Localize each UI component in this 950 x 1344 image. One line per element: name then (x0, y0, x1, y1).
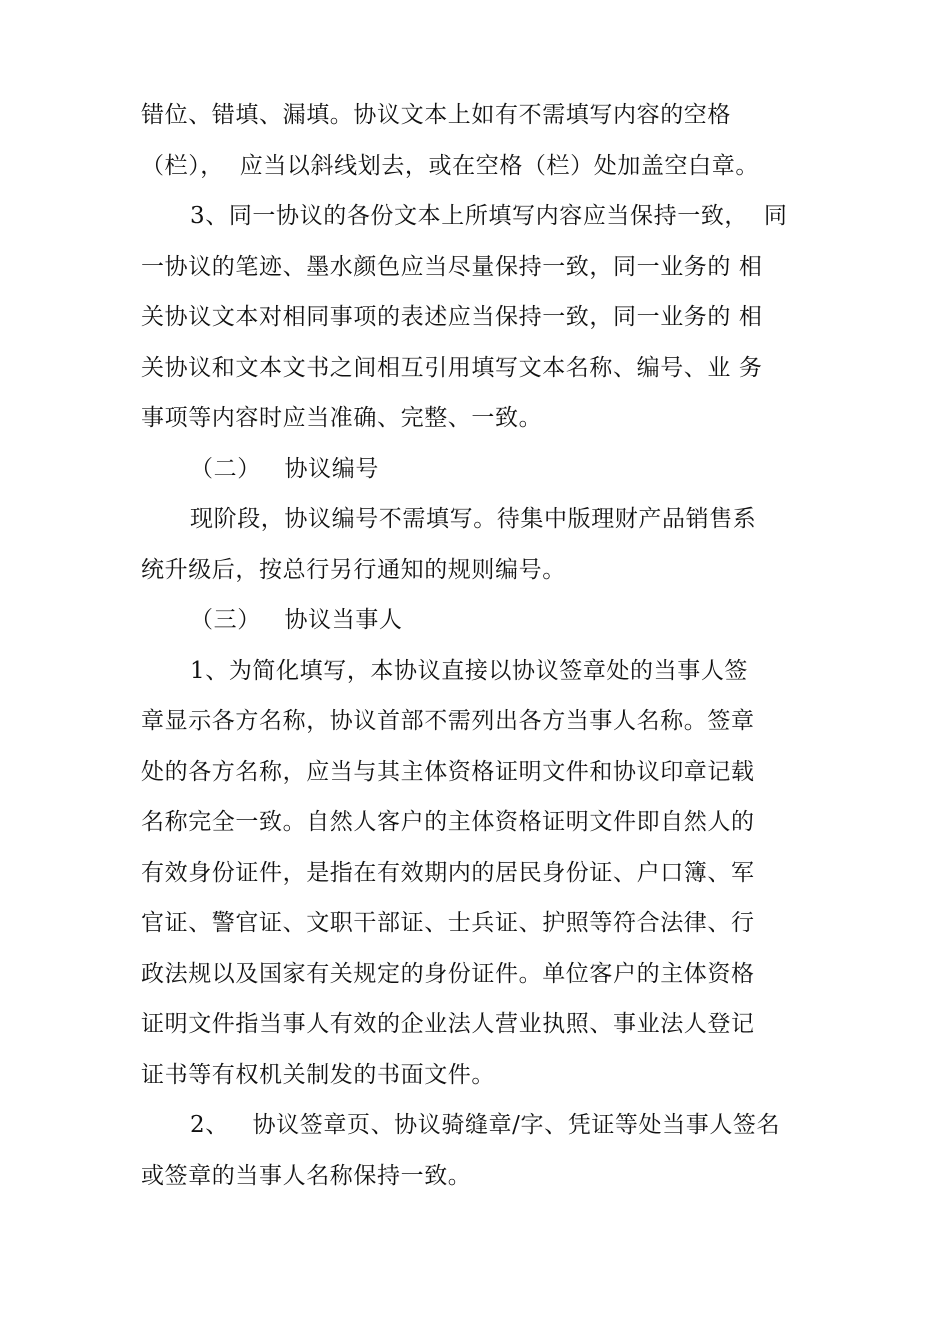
text-line: 章显示各方名称，协议首部不需列出各方当事人名称。签章 (141, 708, 755, 734)
text-line: 处的各方名称，应当与其主体资格证明文件和协议印章记载 (141, 759, 755, 785)
section-heading-parties: （三） 协议当事人 (190, 607, 403, 633)
text-line: 关协议文本对相同事项的表述应当保持一致，同一业务的 相 (141, 304, 763, 330)
text-line: 关协议和文本文书之间相互引用填写文本名称、编号、业 务 (141, 355, 763, 381)
text-line: 有效身份证件，是指在有效期内的居民身份证、户口簿、军 (141, 860, 755, 886)
text-line: 证明文件指当事人有效的企业法人营业执照、事业法人登记 (141, 1011, 755, 1037)
text-line: 或签章的当事人名称保持一致。 (141, 1163, 472, 1189)
paragraph-3-start: 3、同一协议的各份文本上所填写内容应当保持一致， 同 (190, 203, 788, 229)
text-line: 一协议的笔迹、墨水颜色应当尽量保持一致，同一业务的 相 (141, 254, 763, 280)
paragraph-start: 现阶段，协议编号不需填写。待集中版理财产品销售系 (190, 506, 757, 532)
section-heading-agreement-number: （二） 协议编号 (190, 456, 379, 482)
text-line: 官证、警官证、文职干部证、士兵证、护照等符合法律、行 (141, 910, 755, 936)
text-line: 统升级后，按总行另行通知的规则编号。 (141, 557, 566, 583)
text-line: 事项等内容时应当准确、完整、一致。 (141, 405, 543, 431)
text-line: （栏）， 应当以斜线划去，或在空格（栏）处加盖空白章。 (141, 153, 759, 179)
text-line: 证书等有权机关制发的书面文件。 (141, 1062, 495, 1088)
paragraph-2-start: 2、 协议签章页、协议骑缝章/字、凭证等处当事人签名 (190, 1112, 781, 1138)
text-line: 名称完全一致。自然人客户的主体资格证明文件即自然人的 (141, 809, 755, 835)
paragraph-1-start: 1、为简化填写，本协议直接以协议签章处的当事人签 (190, 658, 749, 684)
text-line: 错位、错填、漏填。协议文本上如有不需填写内容的空格 (141, 102, 731, 128)
text-line: 政法规以及国家有关规定的身份证件。单位客户的主体资格 (141, 961, 755, 987)
